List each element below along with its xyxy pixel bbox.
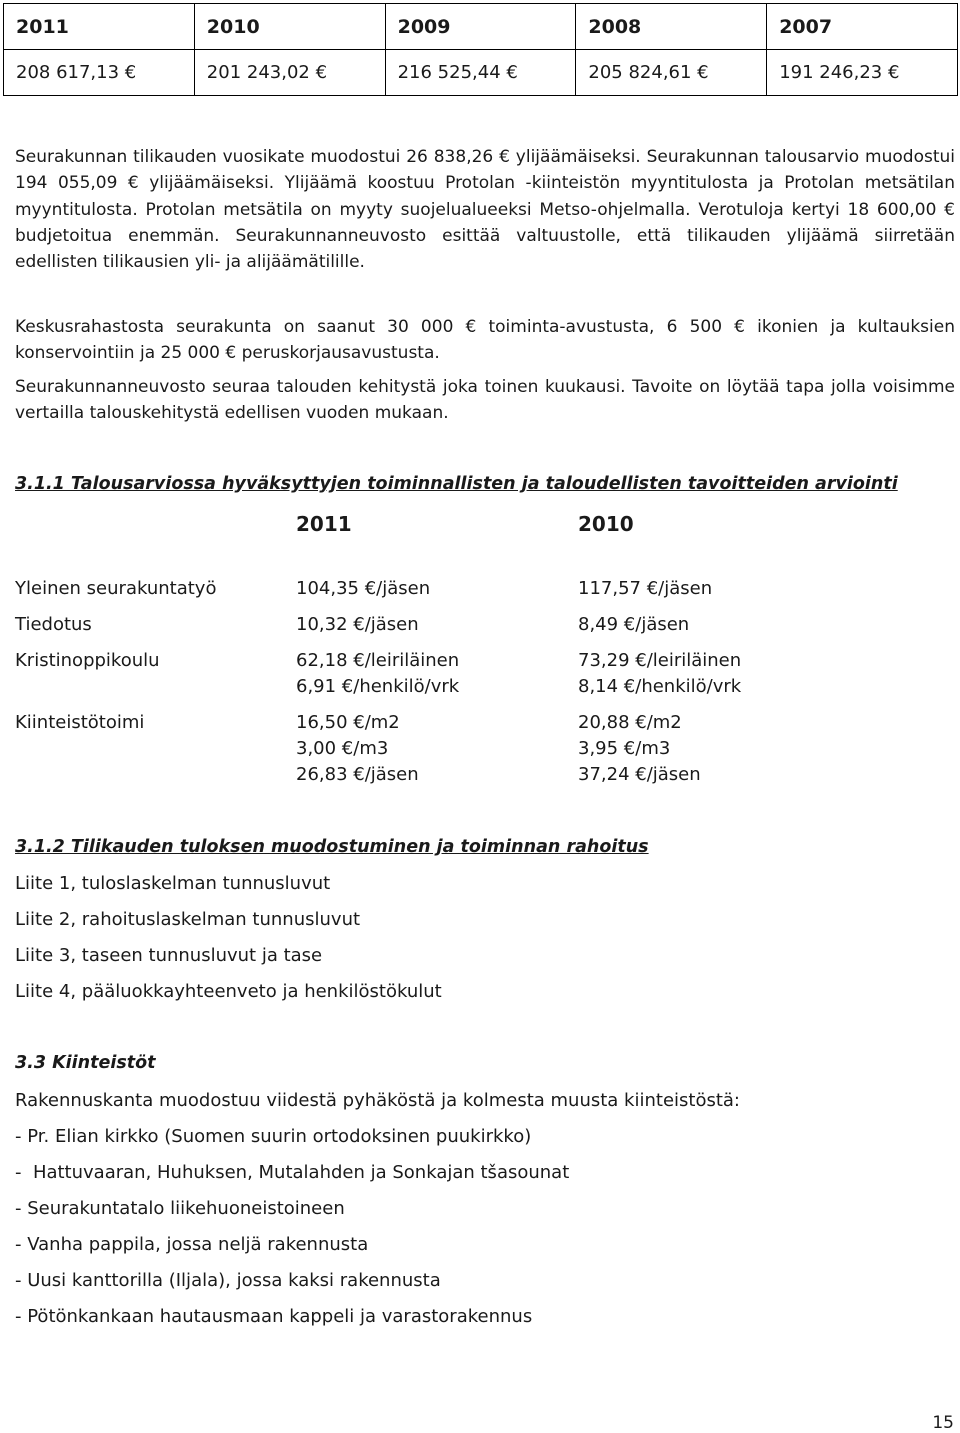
property-item: - Hattuvaaran, Huhuksen, Mutalahden ja Sonkajan tšasounat xyxy=(15,1162,570,1183)
indicator-value-2011: 62,18 €/leiriläinen xyxy=(296,650,460,671)
indicator-value-2011: 6,91 €/henkilö/vrk xyxy=(296,676,460,697)
section-heading-3-1-1: 3.1.1 Talousarviossa hyväksyttyjen toiminnallisten ja taloudellisten tavoitteiden arviointi xyxy=(15,474,898,494)
indicator-value-2011: 16,50 €/m2 xyxy=(296,712,400,733)
indicator-value-2011: 10,32 €/jäsen xyxy=(296,614,419,635)
appendix-item: Liite 3, taseen tunnusluvut ja tase xyxy=(15,945,323,966)
table-header-row xyxy=(4,4,958,50)
section-heading-3-3: 3.3 Kiinteistöt xyxy=(15,1053,156,1073)
table-header-cell: 2008 xyxy=(576,4,767,50)
indicator-label: Kiinteistötoimi xyxy=(15,712,145,733)
yearly-results-table xyxy=(3,3,958,96)
table-cell: 205 824,61 € xyxy=(576,50,767,96)
indicator-label: Yleinen seurakuntatyö xyxy=(15,578,217,599)
indicator-value-2010: 8,49 €/jäsen xyxy=(578,614,690,635)
indicator-value-2010: 37,24 €/jäsen xyxy=(578,764,701,785)
table-cell: 208 617,13 € xyxy=(4,50,195,96)
property-item: - Seurakuntatalo liikehuoneistoineen xyxy=(15,1198,345,1219)
central-fund-paragraph: Keskusrahastosta seurakunta on saanut 30 000 € toiminta-avustusta, 6 500 € ikonien ja kultauksien konservointiin ja 25 000 € peruskorjausavustusta. xyxy=(15,317,955,364)
table-header-cell: 2011 xyxy=(4,4,195,50)
indicator-label: Kristinoppikoulu xyxy=(15,650,160,671)
table-header-cell: 2007 xyxy=(767,4,958,50)
section-intro: Rakennuskanta muodostuu viidestä pyhäköstä ja kolmesta muusta kiinteistöstä: xyxy=(15,1090,740,1111)
property-item: - Pötönkankaan hautausmaan kappeli ja varastorakennus xyxy=(15,1306,533,1327)
indicator-value-2010: 3,95 €/m3 xyxy=(578,738,671,759)
table-row xyxy=(4,50,958,96)
table-header-cell: 2010 xyxy=(194,4,385,50)
section-heading-3-1-2: 3.1.2 Tilikauden tuloksen muodostuminen ja toiminnan rahoitus xyxy=(15,837,649,857)
table-cell: 201 243,02 € xyxy=(194,50,385,96)
indicator-value-2010: 73,29 €/leiriläinen xyxy=(578,650,742,671)
indicator-value-2010: 8,14 €/henkilö/vrk xyxy=(578,676,742,697)
indicator-value-2010: 117,57 €/jäsen xyxy=(578,578,713,599)
table-cell: 191 246,23 € xyxy=(767,50,958,96)
indicator-value-2011: 3,00 €/m3 xyxy=(296,738,389,759)
table-cell: 216 525,44 € xyxy=(385,50,576,96)
property-item: - Vanha pappila, jossa neljä rakennusta xyxy=(15,1234,369,1255)
appendix-item: Liite 1, tuloslaskelman tunnusluvut xyxy=(15,873,331,894)
page-number: 15 xyxy=(932,1413,954,1433)
column-year-2010: 2010 xyxy=(578,512,634,536)
table-header-cell: 2009 xyxy=(385,4,576,50)
indicator-label: Tiedotus xyxy=(15,614,92,635)
column-year-2011: 2011 xyxy=(296,512,352,536)
appendix-item: Liite 2, rahoituslaskelman tunnusluvut xyxy=(15,909,361,930)
result-paragraph: Seurakunnan tilikauden vuosikate muodostui 26 838,26 € ylijäämäiseksi. Seurakunnan talousarvio muodostui 194 055,09 € ylijäämäiseksi. Ylijäämä koostuu Protolan -kiinteistön myyntitulosta ja Protolan metsätilan myyntitulosta. Protolan metsätila on myyty suojelualueeksi Metso-ohjelmalla. Verotuloja kertyi 18 600,00 € budjetoitua enemmän. Seurakunnanneuvosto esittää valtuustolle, että tilikauden ylijäämä siirretään edellisten tilikausien yli- ja alijäämätilille. xyxy=(15,147,955,273)
monitoring-paragraph: Seurakunnanneuvosto seuraa talouden kehitystä joka toinen kuukausi. Tavoite on löytää tapa jolla voisimme vertailla talouskehitystä edellisen vuoden mukaan. xyxy=(15,377,955,424)
indicator-value-2011: 26,83 €/jäsen xyxy=(296,764,419,785)
property-item: - Pr. Elian kirkko (Suomen suurin ortodoksinen puukirkko) xyxy=(15,1126,532,1147)
indicator-value-2011: 104,35 €/jäsen xyxy=(296,578,431,599)
property-item: - Uusi kanttorilla (Iljala), jossa kaksi rakennusta xyxy=(15,1270,441,1291)
indicator-value-2010: 20,88 €/m2 xyxy=(578,712,682,733)
appendix-item: Liite 4, pääluokkayhteenveto ja henkilöstökulut xyxy=(15,981,442,1002)
